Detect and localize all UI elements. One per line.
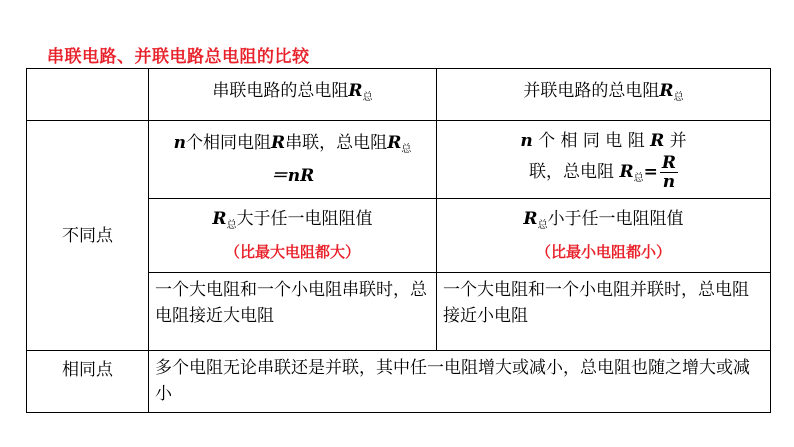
fraction-denominator: n (662, 171, 676, 192)
series-r-symbol: R (271, 133, 286, 153)
parallel-n: n (520, 130, 533, 151)
series-max-text: 大于任一电阻阻值 (236, 209, 373, 229)
parallel-eq: = (643, 161, 658, 182)
same-row (27, 351, 771, 413)
parallel-identical-text: 个 相 同 电 阻 (532, 130, 651, 151)
series-detail-text: 一个大电阻和一个小电阻串联时，总电阻接近大电阻 (155, 280, 427, 326)
header-parallel-symbol: R (659, 81, 674, 101)
parallel-min-text: 小于任一电阻阻值 (547, 209, 684, 229)
header-series-sub: 总 (362, 92, 373, 103)
fraction-numerator: R (661, 152, 676, 173)
fraction (660, 154, 678, 191)
series-identical-text2: 串联，总电阻 (285, 133, 388, 153)
parallel-identical-text2: 并 (664, 130, 687, 151)
series-max-note: （比最大电阻都大） (224, 243, 360, 261)
header-row (27, 69, 771, 121)
parallel-total-sub: 总 (633, 172, 644, 184)
empty-corner-cell (27, 69, 149, 121)
series-result: ＝nR (270, 166, 315, 186)
series-max-cell (149, 199, 437, 273)
header-parallel-cell (437, 69, 771, 121)
parallel-identical-line2: 联，总电阻 (529, 161, 620, 182)
page-heading: 串联电路、并联电路总电阻的比较 (47, 47, 310, 67)
parallel-min-symbol: R (523, 209, 538, 229)
parallel-r-symbol: R (650, 130, 665, 151)
comparison-table (26, 68, 771, 413)
series-total-symbol: R (387, 133, 402, 153)
header-series-label: 串联电路的总电阻 (212, 81, 349, 101)
series-identical-cell (149, 121, 437, 199)
series-detail-cell (149, 273, 437, 351)
series-max-sub: 总 (226, 220, 237, 231)
series-total-sub: 总 (401, 144, 412, 155)
identical-resistors-row (27, 121, 771, 199)
parallel-identical-cell (437, 121, 771, 199)
same-text: 多个电阻无论串联还是并联，其中任一电阻增大或减小，总电阻也随之增大或减小 (155, 358, 750, 404)
same-label-cell (27, 351, 149, 413)
parallel-min-cell (437, 199, 771, 273)
header-series-cell (149, 69, 437, 121)
same-text-cell (149, 351, 771, 413)
parallel-total-symbol: R (619, 161, 634, 182)
header-parallel-sub: 总 (673, 92, 684, 103)
series-max-symbol: R (212, 209, 227, 229)
parallel-min-note: （比最小电阻都小） (535, 243, 671, 261)
header-parallel-label: 并联电路的总电阻 (523, 81, 660, 101)
series-identical-text: 个相同电阻 (186, 133, 272, 153)
same-label: 相同点 (62, 360, 113, 380)
diff-label-cell (27, 121, 149, 351)
parallel-detail-text: 一个大电阻和一个小电阻并联时，总电阻接近小电阻 (443, 280, 749, 326)
diff-label: 不同点 (62, 225, 113, 246)
parallel-min-sub: 总 (537, 220, 548, 231)
header-series-symbol: R (348, 81, 363, 101)
parallel-detail-cell (437, 273, 771, 351)
series-n: n (173, 133, 187, 153)
